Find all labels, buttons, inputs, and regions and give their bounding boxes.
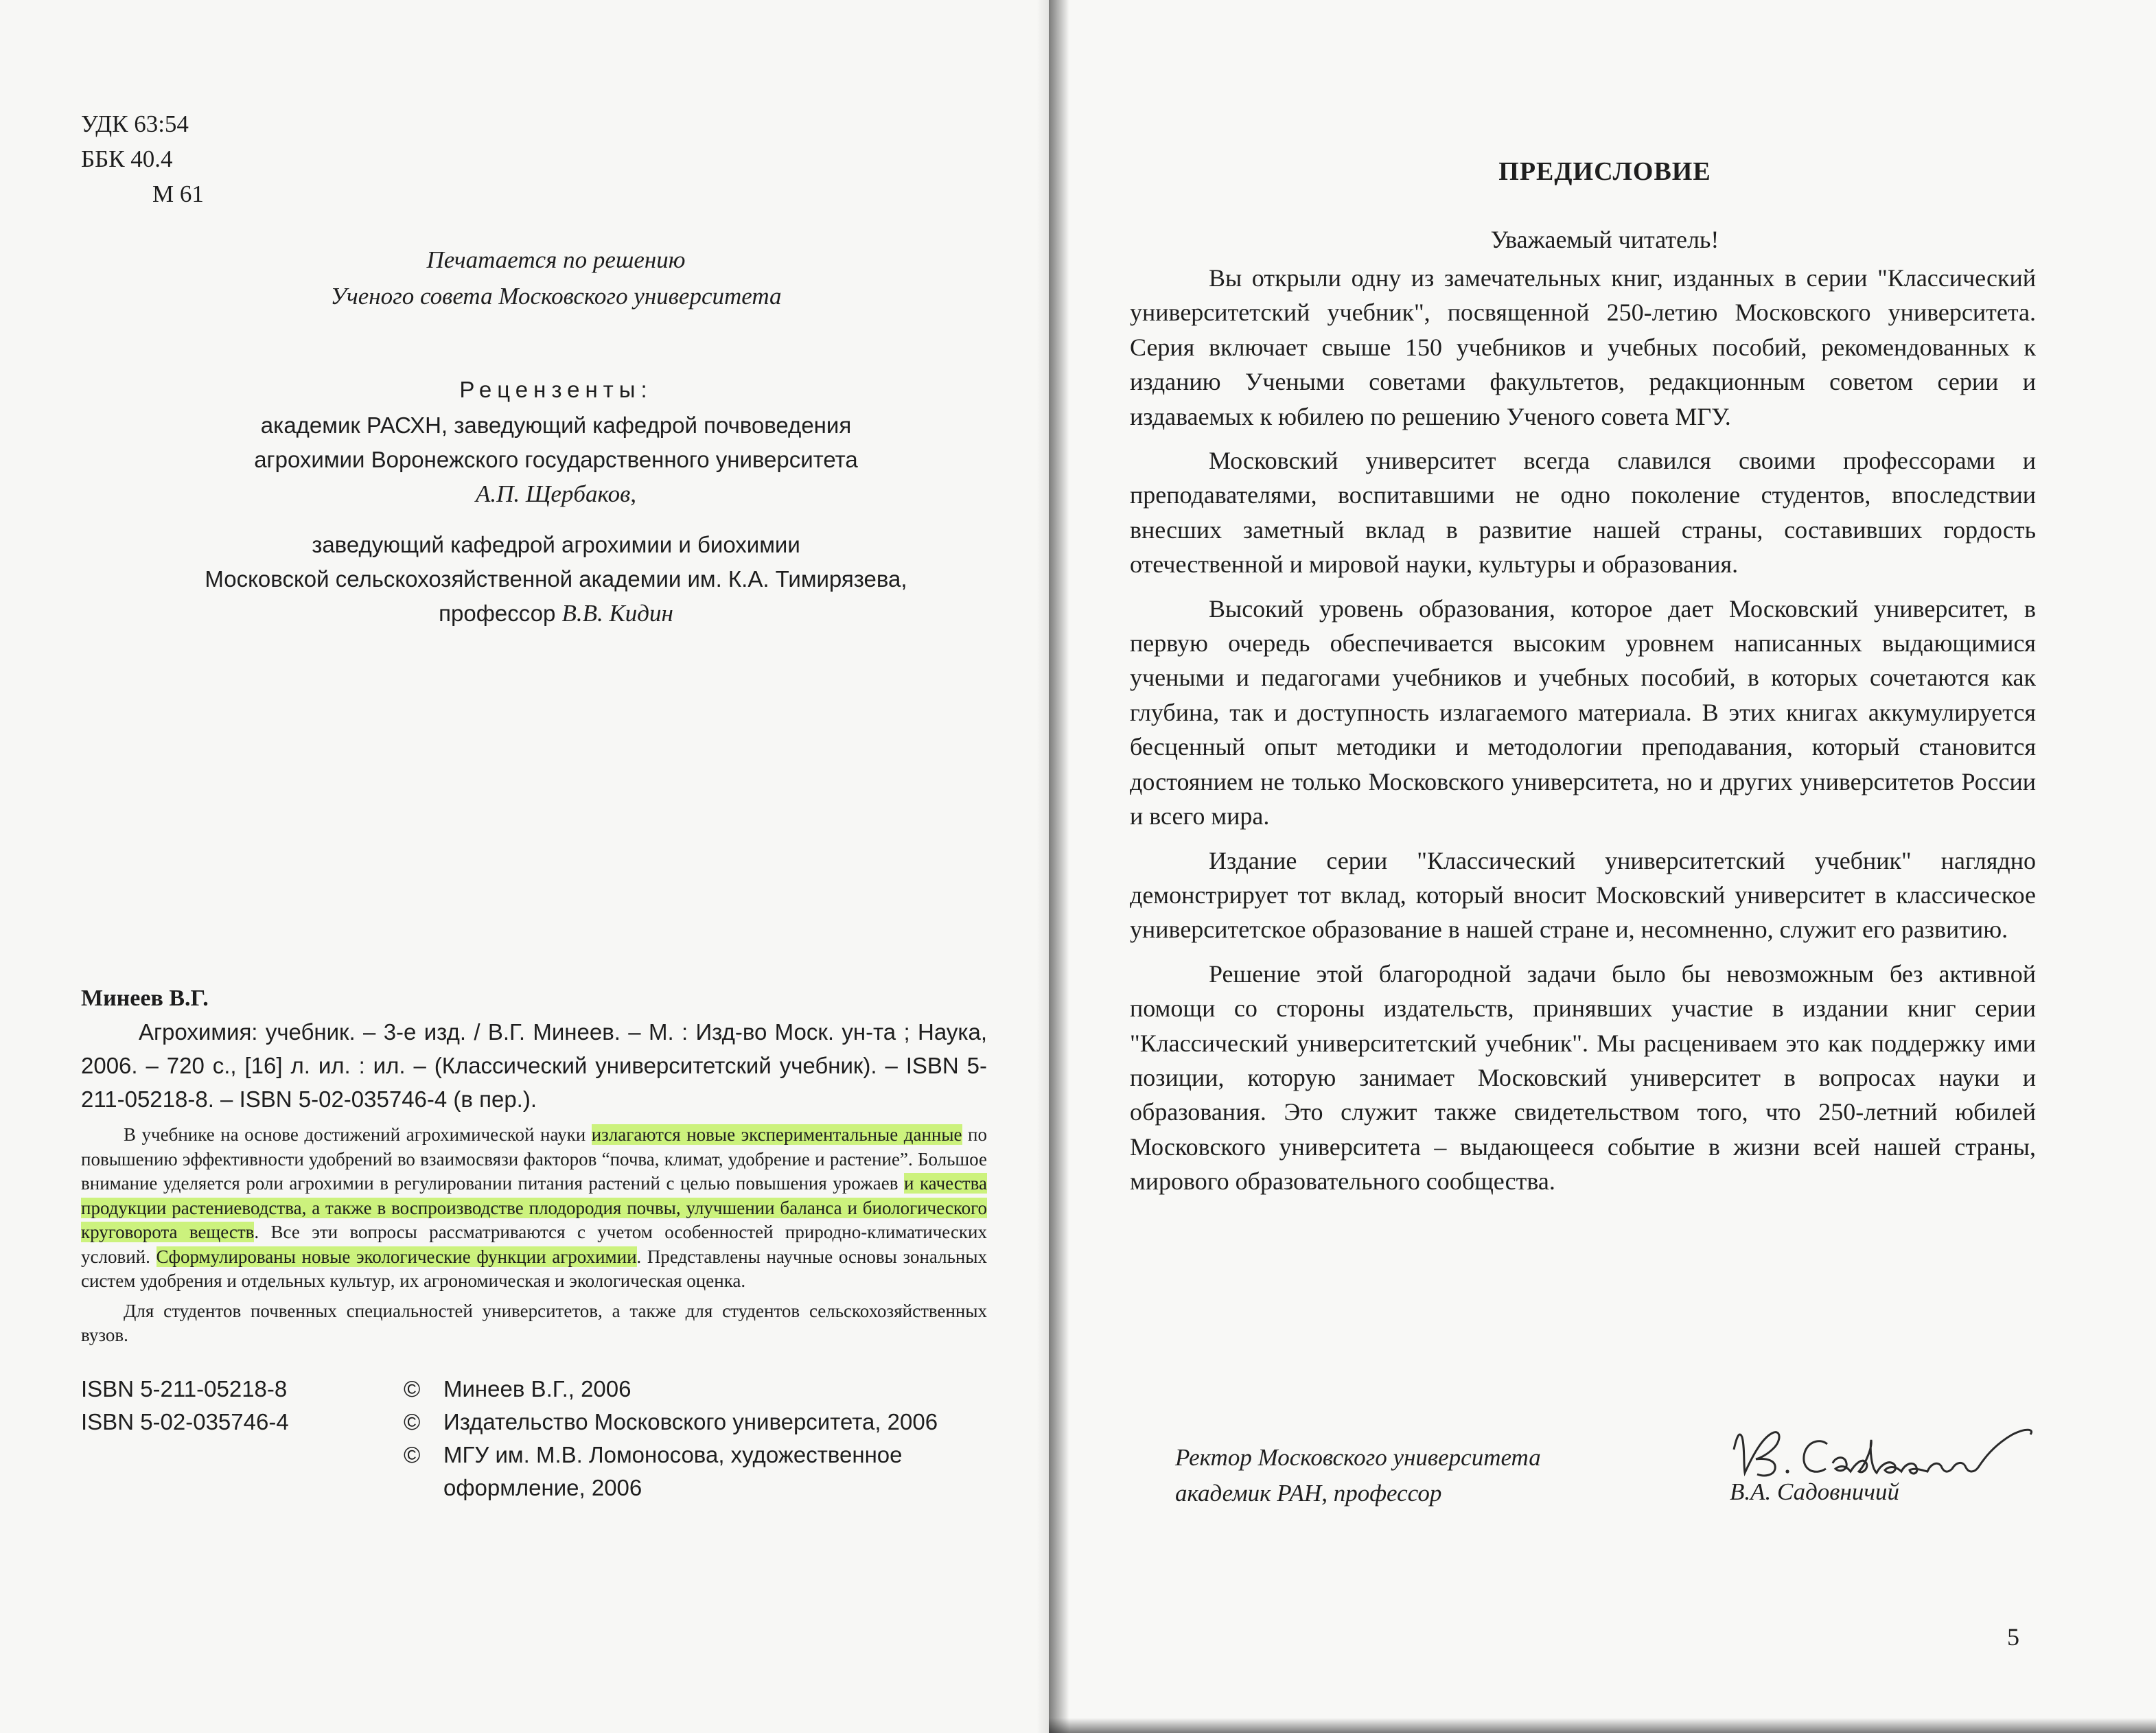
abstract-text: В учебнике на основе достижений агрохимической науки bbox=[124, 1124, 592, 1145]
left-page bbox=[0, 0, 1049, 1733]
preface-paragraph: Издание серии "Классический университетский учебник" наглядно демонстрирует тот вклад, который вносит Московский университет в классическое университетское образование в нашей стране и, несомненно, служит его развитию. bbox=[1130, 846, 2036, 944]
bleed-through-text bbox=[288, 130, 294, 156]
udk-code: УДК 63:54 bbox=[81, 111, 189, 137]
spine-shadow bbox=[1049, 0, 1069, 1733]
reviewer-affiliation: заведующий кафедрой агрохимии и биохимии bbox=[312, 532, 800, 557]
decision-line: Ученого совета Московского университета bbox=[330, 283, 782, 310]
preface-paragraph: Высокий уровень образования, которое дает Московский университет, в первую очередь обеспечивается высоким уровнем написанных выдающимися учеными и педагогами учебников и учебных пособий, в которых сочетаются как глубина, так и доступность излагаемого материала. В этих книгах аккумулируется бесценный опыт методики и методологии преподавания, который становится достоянием не только Московского университета, но и других университетов России и всего мира. bbox=[1130, 594, 2036, 830]
right-page bbox=[1049, 0, 2156, 1733]
book-abstract bbox=[81, 1123, 987, 1348]
reviewer-name: В.В. Кидин bbox=[561, 600, 673, 627]
copyright-icon: © bbox=[404, 1409, 421, 1434]
isbn-copyright-block bbox=[81, 1373, 987, 1504]
copyright-item bbox=[404, 1373, 987, 1406]
copyright-item bbox=[404, 1439, 987, 1504]
book-author: Минеев В.Г. bbox=[81, 986, 209, 1011]
reviewers-block bbox=[69, 373, 1043, 631]
copyright-icon: © bbox=[404, 1442, 421, 1467]
decision-line: Печатается по решению bbox=[426, 246, 686, 273]
rector-title-line: Ректор Московского университета bbox=[1175, 1444, 1541, 1471]
isbn-list bbox=[81, 1373, 404, 1504]
preface-title: ПРЕДИСЛОВИЕ bbox=[1498, 157, 1711, 186]
spacer bbox=[69, 511, 1043, 528]
abstract-paragraph bbox=[81, 1123, 987, 1294]
preface-paragraph: Решение этой благородной задачи было бы невозможным без активной помощи со стороны издательств, принявших участие в издании книг серии "Классический университетский учебник". Мы расцениваем это как поддержку ими позиции, которую занимает Московский университет в вопросах науки и образования. Это служит также свидетельством того, что 250-летний юбилей Московского университета – выдающееся событие в жизни всей нашей страны, мирового образовательного сообщества. bbox=[1130, 959, 2036, 1196]
copyright-item bbox=[404, 1406, 987, 1439]
page-bottom-edge bbox=[1049, 1718, 2156, 1733]
isbn-number: ISBN 5-211-05218-8 bbox=[81, 1376, 288, 1401]
abstract-text: . Представлены научные основы зональных систем удобрения и отдельных культур, их агрономическая и экологическая оценка. bbox=[81, 1246, 987, 1291]
abstract-text: . Все эти вопросы рассматриваются с учетом особенностей природно-климатических условий. bbox=[81, 1222, 987, 1267]
isbn-number: ISBN 5-02-035746-4 bbox=[81, 1409, 289, 1434]
bibliographic-record bbox=[81, 981, 987, 1116]
highlighted-text: Сформулированы новые экологические функции агрохимии bbox=[156, 1246, 637, 1267]
copyright-list bbox=[404, 1373, 987, 1504]
copyright-text: Минеев В.Г., 2006 bbox=[443, 1376, 631, 1401]
reviewer-title-line bbox=[69, 596, 1043, 631]
author-mark: М 61 bbox=[152, 181, 204, 207]
preface-greeting: Уважаемый читатель! bbox=[1490, 226, 1719, 253]
reviewers-heading: Рецензенты: bbox=[459, 377, 653, 402]
reviewer-affiliation: академик РАСХН, заведующий кафедрой почвоведения bbox=[260, 412, 852, 438]
highlighted-text: излагаются новые экспериментальные данные bbox=[591, 1124, 962, 1145]
page-number: 5 bbox=[2007, 1623, 2019, 1651]
abstract-audience: Для студентов почвенных специальностей университетов, а также для студентов сельскохозяйственных вузов. bbox=[81, 1300, 987, 1345]
copyright-text: МГУ им. М.В. Ломоносова, художественное оформление, 2006 bbox=[443, 1442, 903, 1500]
preface-paragraph: Вы открыли одну из замечательных книг, изданных в серии "Классический университетский учебник", посвященной 250-летию Московского университета. Серия включает свыше 150 учебников и учебных пособий, рекомендованных к изданию Учеными советами факультетов, редакционным советом серии и издаваемых к юбилею по решению Ученого совета МГУ. bbox=[1130, 264, 2036, 430]
bbk-code: ББК 40.4 bbox=[81, 146, 173, 172]
signature-block bbox=[1175, 1434, 2033, 1537]
highlighted-text: и качества продукции растениеводства, а также в воспроизводстве плодородия почвы, улучшении баланса и биологического круговорота веществ bbox=[81, 1173, 987, 1242]
bibliographic-entry: Агрохимия: учебник. – 3-е изд. / В.Г. Минеев. – М. : Изд-во Моск. ун-та ; Наука, 2006. – 720 с., [16] л. ил. : ил. – (Классический университетский учебник). – ISBN 5-211-05218-8. – ISBN 5-02-035746-4 (в пер.). bbox=[81, 1019, 987, 1112]
publication-decision bbox=[69, 242, 1043, 314]
rector-title bbox=[1175, 1440, 1541, 1511]
copyright-text: Издательство Московского университета, 2006 bbox=[443, 1409, 938, 1434]
classification-codes bbox=[81, 106, 204, 211]
signatory-name: В.А. Садовничий bbox=[1730, 1478, 1900, 1505]
reviewer-affiliation: агрохимии Воронежского государственного университета bbox=[254, 447, 858, 472]
reviewer-name: А.П. Щербаков, bbox=[475, 480, 637, 507]
copyright-icon: © bbox=[404, 1376, 421, 1401]
preface-body bbox=[1130, 261, 2036, 1199]
reviewer-title: профессор bbox=[439, 601, 556, 626]
abstract-text: по повышению эффективности удобрений во взаимосвязи факторов “почва, климат, удобрение и растение”. Большое внимание уделяется роли агрохимии в регулировании питания растений с целью повышения урожаев bbox=[81, 1124, 988, 1194]
preface-paragraph: Московский университет всегда славился своими профессорами и преподавателями, воспитавшими не одно поколение студентов, впоследствии внесших заметный вклад в развитие нашей страны, составивших гордость отечественной и мировой науки, культуры и образования. bbox=[1130, 447, 2036, 579]
reviewer-affiliation: Московской сельскохозяйственной академии им. К.А. Тимирязева, bbox=[205, 566, 907, 592]
rector-title-line: академик РАН, профессор bbox=[1175, 1480, 1442, 1507]
